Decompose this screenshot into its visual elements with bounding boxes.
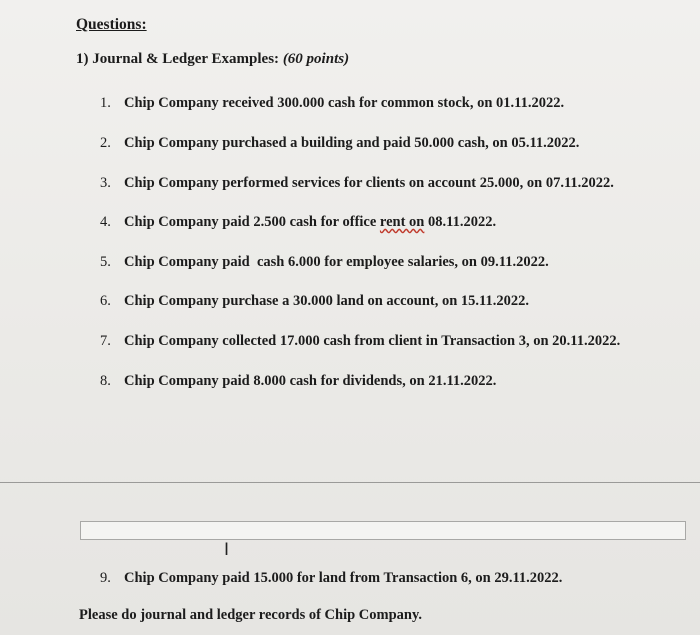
- item-number: 6.: [100, 293, 111, 309]
- item-text: 08.11.2022.: [424, 214, 497, 230]
- section-points: (60 points): [282, 51, 350, 67]
- text-entry-bar[interactable]: [80, 521, 686, 540]
- section-title-text: 1) Journal & Ledger Examples:: [76, 51, 280, 67]
- list-item: [100, 570, 562, 587]
- item-number: 9.: [100, 570, 111, 586]
- item-text: Chip Company paid cash 6.000 for employee salaries, on 09.11.2022.: [124, 254, 549, 270]
- list-item: [100, 95, 564, 112]
- item-number: 8.: [100, 373, 111, 389]
- list-item: [100, 175, 614, 192]
- item-text: Chip Company paid 15.000 for land from Transaction 6, on 29.11.2022.: [124, 570, 563, 586]
- list-item: [100, 333, 620, 350]
- section-title: [76, 51, 349, 68]
- questions-heading: Questions:: [76, 16, 147, 33]
- list-item: [100, 135, 579, 152]
- list-item: [100, 293, 529, 310]
- section-divider: [0, 482, 700, 483]
- item-number: 4.: [100, 214, 111, 230]
- item-text: Chip Company performed services for clients on account 25.000, on 07.11.2022.: [124, 175, 614, 191]
- spellcheck-flagged-text[interactable]: rent on: [379, 214, 425, 230]
- item-number: 7.: [100, 333, 111, 349]
- item-text: Chip Company received 300.000 cash for common stock, on 01.11.2022.: [124, 95, 565, 111]
- text-cursor-icon: I: [224, 540, 230, 560]
- item-text: Chip Company purchase a 30.000 land on account, on 15.11.2022.: [124, 293, 530, 309]
- item-number: 5.: [100, 254, 111, 270]
- item-number: 3.: [100, 175, 111, 191]
- item-text: Chip Company paid 2.500 cash for office: [124, 214, 380, 230]
- item-text: Chip Company paid 8.000 cash for dividends, on 21.11.2022.: [124, 373, 497, 389]
- item-text: Chip Company collected 17.000 cash from client in Transaction 3, on 20.11.2022.: [124, 333, 621, 349]
- item-number: 2.: [100, 135, 111, 151]
- list-item: [100, 214, 496, 231]
- list-item: [100, 373, 496, 390]
- instruction-footer: Please do journal and ledger records of Chip Company.: [79, 607, 423, 623]
- list-item: [100, 254, 549, 271]
- item-number: 1.: [100, 95, 111, 111]
- item-text: Chip Company purchased a building and paid 50.000 cash, on 05.11.2022.: [124, 135, 580, 151]
